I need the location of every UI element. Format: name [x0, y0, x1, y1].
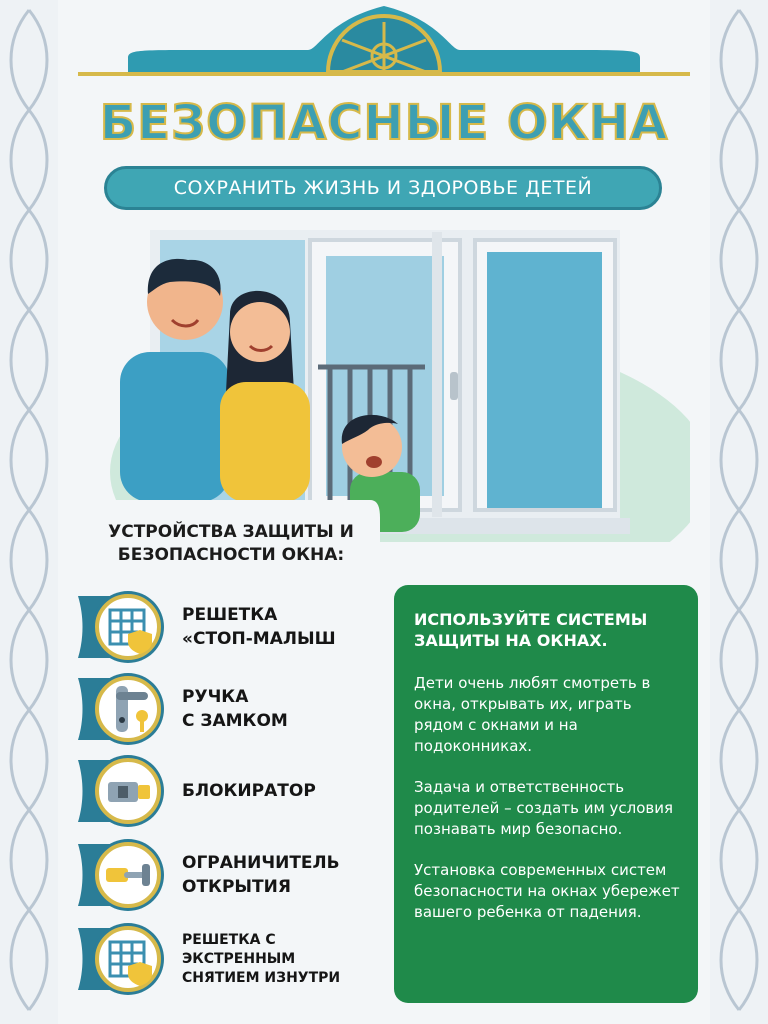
info-heading: ИСПОЛЬЗУЙТЕ СИСТЕМЫ ЗАЩИТЫ НА ОКНАХ.: [414, 610, 648, 650]
limiter-icon: [74, 836, 166, 914]
info-paragraph-1: Дети очень любят смотреть в окна, открывать их, играть рядом с окнами и на подоконниках.: [414, 674, 651, 755]
grate-emergency-icon: [74, 920, 166, 998]
father-figure: [120, 259, 230, 502]
right-ornament-border: [710, 0, 768, 1024]
handle-lock-icon: [74, 670, 166, 748]
devices-heading-line2: БЕЗОПАСНОСТИ ОКНА:: [117, 545, 345, 565]
info-paragraph-2: Задача и ответственность родителей – создать им условия познавать мир безопасно.: [414, 778, 674, 838]
device-label-line: ОГРАНИЧИТЕЛЬ: [182, 853, 340, 873]
left-ornament-border: [0, 0, 58, 1024]
device-item-emergency-grate: [74, 920, 374, 998]
header-arch: [78, 0, 690, 80]
blocker-icon: [74, 752, 166, 830]
grate-shield-icon: [74, 588, 166, 666]
device-label: [182, 752, 382, 830]
device-label-line: РЕШЕТКА С: [182, 931, 276, 948]
device-label: [182, 588, 382, 666]
device-item-blocker: [74, 752, 374, 830]
device-label-line: «СТОП-МАЛЫШ: [182, 629, 336, 649]
device-item-handle-lock: [74, 670, 374, 748]
device-label-line: РЕШЕТКА: [182, 605, 278, 625]
device-label-line: БЛОКИРАТОР: [182, 781, 316, 801]
device-label-line: ОТКРЫТИЯ: [182, 877, 291, 897]
device-label: [182, 836, 382, 914]
device-item-stop-grate: [74, 588, 374, 666]
info-paragraph-3: Установка современных систем безопасности на окнах убережет вашего ребенка от падения.: [414, 861, 680, 921]
subtitle-banner: СОХРАНИТЬ ЖИЗНЬ И ЗДОРОВЬЕ ДЕТЕЙ: [104, 166, 662, 210]
device-item-limiter: [74, 836, 374, 914]
device-label-line: СНЯТИЕМ ИЗНУТРИ: [182, 969, 341, 986]
device-label-line: С ЗАМКОМ: [182, 711, 288, 731]
device-label: [182, 920, 382, 998]
device-label: [182, 670, 382, 748]
devices-heading: [96, 521, 366, 567]
device-label-line: РУЧКА: [182, 687, 249, 707]
info-box: [394, 585, 698, 1003]
page-title: БЕЗОПАСНЫЕ ОКНА: [99, 95, 669, 151]
devices-heading-line1: УСТРОЙСТВА ЗАЩИТЫ И: [108, 522, 354, 542]
family-window-illustration: [80, 222, 690, 542]
device-label-line: ЭКСТРЕННЫМ: [182, 950, 296, 967]
